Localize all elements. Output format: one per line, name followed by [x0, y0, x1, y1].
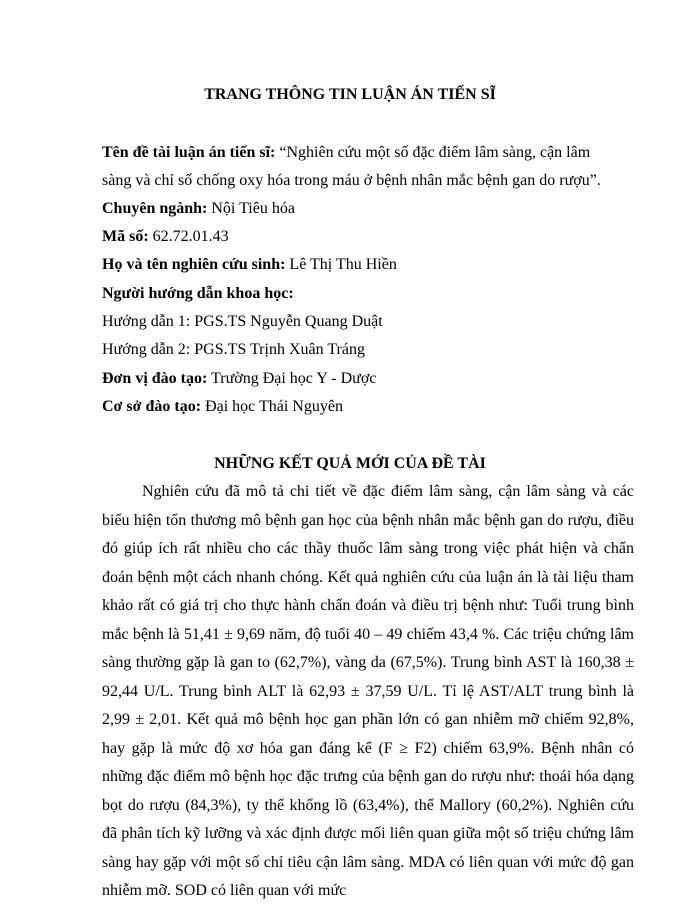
unit-line	[102, 370, 376, 388]
thesis-label: Tên đề tài luận án tiến sĩ:	[102, 144, 276, 161]
code-value: 62.72.01.43	[152, 228, 229, 245]
results-title: NHỮNG KẾT QUẢ MỚI CỦA ĐỀ TÀI	[214, 455, 486, 472]
major-value: Nội Tiêu hóa	[211, 200, 295, 217]
results-paragraph: Nghiên cứu đã mô tả chi tiết về đặc điểm lâm sàng, cận lâm sàng và các biểu hiện tổn thương mô bệnh gan học của bệnh nhân mắc bệnh gan do rượu, điều đó giúp ích rất nhiều cho các thầy thuốc lâm sàng trong việc phát hiện và chẩn đoán bệnh một cách nhanh chóng. Kết quả nghiên cứu của luận án là tài liệu tham khảo rất có giá trị cho thực hành chẩn đoán và điều trị bệnh như: Tuổi trung bình mắc bệnh là 51,41 ± 9,69 năm, độ tuổi 40 – 49 chiếm 43,4 %. Các triệu chứng lâm sàng thường gặp là gan to (62,7%), vàng da (67,5%). Trung bình AST là 160,38 ± 92,44 U/L. Trung bình ALT là 62,93 ± 37,59 U/L. Tỉ lệ AST/ALT trung bình là 2,99 ± 2,01. Kết quả mô bệnh học gan phần lớn có gan nhiễm mỡ chiếm 92,8%, hay gặp là mức độ xơ hóa gan đáng kể (F ≥ F2) chiếm 63,9%. Bệnh nhân có những đặc điểm mô bệnh học đặc trưng của bệnh gan do rượu như: thoái hóa dạng bọt do rượu (84,3%), ty thể khổng lồ (63,4%), thể Mallory (60,2%). Nghiên cứu đã phân tích kỹ lưỡng và xác định được mối liên quan giữa một số triệu chứng lâm sàng hay gặp với một số chỉ tiêu cận lâm sàng. MDA có liên quan với mức độ gan nhiễm mỡ. SOD có liên quan với mức	[102, 483, 634, 899]
advisors-heading	[102, 285, 294, 303]
code-label: Mã số:	[102, 228, 149, 245]
advisors-label: Người hướng dẫn khoa học:	[102, 285, 294, 302]
advisor-2: Hướng dẫn 2: PGS.TS Trịnh Xuân Tráng	[102, 341, 365, 358]
institution-line	[102, 398, 343, 416]
thesis-line-2	[102, 172, 601, 190]
thesis-line-1	[102, 144, 590, 162]
thesis-title-part-2: sàng và chỉ số chống oxy hóa trong máu ở bệnh nhân mắc bệnh gan do rượu”.	[102, 172, 601, 189]
student-value: Lê Thị Thu Hiền	[289, 256, 397, 273]
unit-value: Trường Đại học Y - Dược	[211, 370, 377, 387]
unit-label: Đơn vị đào tạo:	[102, 370, 208, 387]
advisor-1: Hướng dẫn 1: PGS.TS Nguyễn Quang Duật	[102, 313, 383, 330]
document-title: TRANG THÔNG TIN LUẬN ÁN TIẾN SĨ	[204, 86, 496, 103]
student-label: Họ và tên nghiên cứu sinh:	[102, 256, 286, 273]
major-label: Chuyên ngành:	[102, 200, 208, 217]
institution-label: Cơ sở đào tạo:	[102, 398, 202, 415]
major-line	[102, 200, 295, 218]
code-line	[102, 228, 229, 246]
student-line	[102, 256, 397, 274]
institution-value: Đại học Thái Nguyên	[205, 398, 343, 415]
thesis-title-part-1: “Nghiên cứu một số đặc điểm lâm sàng, cận lâm	[279, 144, 591, 161]
